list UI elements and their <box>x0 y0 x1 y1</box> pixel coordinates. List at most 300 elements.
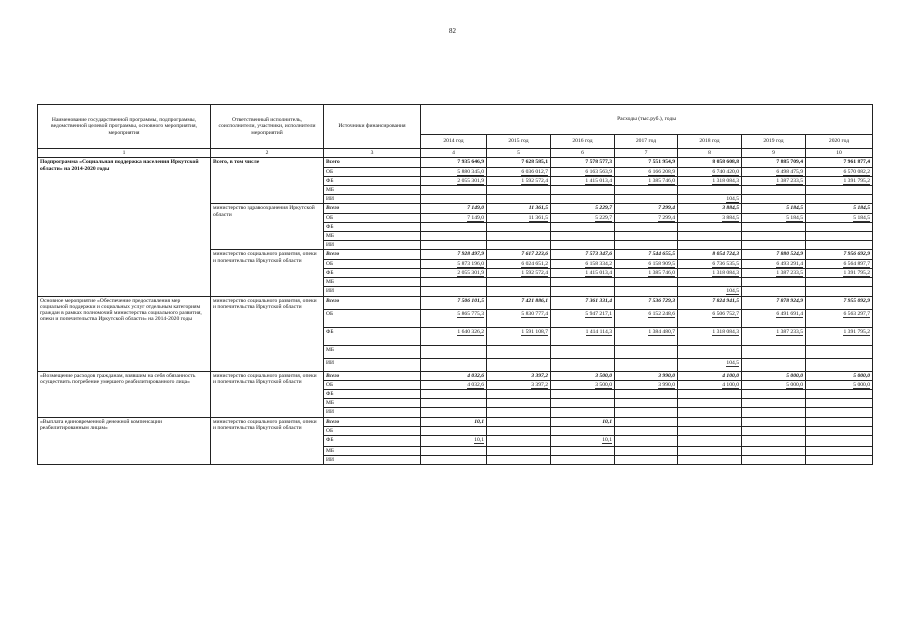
value-cell <box>678 268 742 277</box>
value-cell <box>678 222 742 231</box>
value-cell <box>551 259 615 268</box>
value-cell <box>487 380 551 389</box>
value-text: 5 865 775,3 <box>457 310 484 317</box>
value-text: 3 884,5 <box>722 214 739 221</box>
value-cell <box>551 241 615 250</box>
source-cell: ОБ <box>324 309 421 327</box>
value-text: 5 000,0 <box>853 372 871 379</box>
value-cell <box>678 426 742 435</box>
value-cell <box>551 250 615 259</box>
table-row <box>38 417 873 426</box>
value-text: 7 421 886,1 <box>521 297 548 304</box>
value-cell <box>806 268 873 277</box>
value-cell <box>421 241 487 250</box>
value-cell <box>806 296 873 309</box>
value-text: 7 506 101,5 <box>457 297 484 304</box>
value-cell <box>421 287 487 296</box>
value-cell <box>615 435 678 446</box>
value-cell <box>615 446 678 455</box>
value-cell <box>421 186 487 195</box>
value-text: 10,1 <box>602 418 612 425</box>
value-cell <box>742 371 806 380</box>
value-cell <box>742 456 806 465</box>
value-cell <box>551 268 615 277</box>
value-cell <box>742 435 806 446</box>
value-cell <box>551 195 615 204</box>
source-cell: Всего <box>324 417 421 426</box>
value-text: 10,1 <box>474 418 484 425</box>
value-text: 1 592 572,4 <box>521 177 548 184</box>
value-cell <box>551 213 615 222</box>
value-cell <box>551 158 615 167</box>
value-cell <box>421 408 487 417</box>
value-text: 6 491 691,4 <box>776 310 803 317</box>
source-cell: ФБ <box>324 268 421 277</box>
value-cell <box>487 158 551 167</box>
value-cell <box>678 195 742 204</box>
value-cell <box>421 390 487 399</box>
column-number: 3 <box>324 149 421 158</box>
source-cell: Всего <box>324 371 421 380</box>
value-cell <box>678 241 742 250</box>
value-cell <box>678 186 742 195</box>
value-cell <box>742 204 806 213</box>
header-executor: Ответственный исполнитель, соисполнители, участники, исполнители мероприятий <box>211 105 324 149</box>
value-cell <box>678 446 742 455</box>
value-cell <box>678 358 742 371</box>
value-text: 7 928 497,9 <box>457 251 484 258</box>
header-name: Наименование государственной программы, подпрограммы, ведомственной целевой программы, основного мероприятия, мероприятия <box>38 105 211 149</box>
header-year: 2015 год <box>487 135 551 149</box>
source-cell: МБ <box>324 186 421 195</box>
column-number: 6 <box>551 149 615 158</box>
value-cell <box>487 259 551 268</box>
source-cell: ИИ <box>324 358 421 371</box>
value-cell <box>487 327 551 345</box>
value-cell <box>742 250 806 259</box>
value-cell <box>421 371 487 380</box>
value-text: 7 955 092,9 <box>843 297 871 304</box>
value-cell <box>551 435 615 446</box>
value-text: 6 493 291,4 <box>776 260 803 267</box>
value-cell <box>806 213 873 222</box>
value-text: 1 318 084,3 <box>712 328 739 335</box>
page-number: 82 <box>449 27 456 35</box>
table-row <box>38 371 873 380</box>
value-cell <box>487 456 551 465</box>
header-year: 2016 год <box>551 135 615 149</box>
value-cell <box>487 345 551 358</box>
value-cell <box>678 435 742 446</box>
value-text: 3 500,0 <box>595 372 612 379</box>
value-cell <box>806 426 873 435</box>
value-cell <box>551 446 615 455</box>
value-cell <box>742 232 806 241</box>
value-cell <box>806 390 873 399</box>
table-body <box>38 158 873 465</box>
value-cell <box>615 259 678 268</box>
value-text: 7 361 331,4 <box>585 297 612 304</box>
source-cell: ИИ <box>324 241 421 250</box>
value-cell <box>806 167 873 176</box>
program-name-cell: Подпрограмма «Социальная поддержка населения Иркутской области» на 2014-2020 годы <box>38 158 211 296</box>
value-text: 7 149,0 <box>467 205 484 212</box>
value-cell <box>678 417 742 426</box>
value-cell <box>551 426 615 435</box>
source-cell: ФБ <box>324 222 421 231</box>
value-text: 5 229,7 <box>595 205 612 212</box>
source-cell: ФБ <box>324 176 421 185</box>
value-cell <box>678 158 742 167</box>
value-text: 5 184,5 <box>786 214 803 221</box>
value-cell <box>551 371 615 380</box>
source-cell: Всего <box>324 250 421 259</box>
value-text: 7 536 729,3 <box>648 297 675 304</box>
value-cell <box>421 345 487 358</box>
value-text: 5 873 196,0 <box>457 260 484 267</box>
value-text: 4 032,6 <box>467 381 484 388</box>
value-cell <box>615 167 678 176</box>
value-text: 1 415 013,4 <box>585 269 612 276</box>
value-cell <box>551 380 615 389</box>
value-cell <box>421 268 487 277</box>
value-cell <box>487 186 551 195</box>
source-cell: МБ <box>324 446 421 455</box>
value-cell <box>421 435 487 446</box>
header-year: 2014 год <box>421 135 487 149</box>
column-number: 8 <box>678 149 742 158</box>
value-cell <box>678 309 742 327</box>
value-cell <box>615 232 678 241</box>
value-text: 6 563 297,7 <box>843 310 871 317</box>
value-cell <box>487 435 551 446</box>
value-cell <box>742 186 806 195</box>
column-number: 10 <box>806 149 873 158</box>
value-cell <box>806 327 873 345</box>
value-cell <box>487 417 551 426</box>
value-cell <box>742 417 806 426</box>
value-text: 3 397,2 <box>531 372 548 379</box>
value-cell <box>678 371 742 380</box>
value-cell <box>678 167 742 176</box>
executor-cell: министерство социального развития, опеки и попечительства Иркутской области <box>211 417 324 465</box>
value-text: 5 000,0 <box>853 381 871 388</box>
value-cell <box>806 250 873 259</box>
value-cell <box>742 426 806 435</box>
value-text: 7 299,4 <box>658 214 675 221</box>
value-cell <box>615 222 678 231</box>
value-cell <box>421 426 487 435</box>
value-cell <box>551 204 615 213</box>
value-text: 3 397,2 <box>531 381 548 388</box>
table-row <box>38 296 873 309</box>
value-cell <box>615 345 678 358</box>
value-cell <box>487 176 551 185</box>
value-cell <box>421 250 487 259</box>
value-text: 104,5 <box>726 288 739 295</box>
value-text: 7 617 223,6 <box>521 251 548 258</box>
value-cell <box>678 345 742 358</box>
value-cell <box>806 241 873 250</box>
value-text: 7 935 646,9 <box>457 159 484 166</box>
value-cell <box>615 195 678 204</box>
value-cell <box>421 232 487 241</box>
value-cell <box>742 278 806 287</box>
value-cell <box>487 232 551 241</box>
value-cell <box>615 296 678 309</box>
value-cell <box>742 327 806 345</box>
table-row <box>38 158 873 167</box>
source-cell: ОБ <box>324 259 421 268</box>
value-text: 6 036 012,7 <box>521 168 548 175</box>
value-cell <box>551 167 615 176</box>
source-cell: ФБ <box>324 435 421 446</box>
value-cell <box>615 408 678 417</box>
value-cell <box>551 345 615 358</box>
value-cell <box>806 446 873 455</box>
value-text: 7 551 954,9 <box>648 159 675 166</box>
value-cell <box>615 399 678 408</box>
value-text: 7 880 524,9 <box>776 251 803 258</box>
value-cell <box>806 380 873 389</box>
header-year: 2017 год <box>615 135 678 149</box>
value-cell <box>742 446 806 455</box>
value-text: 1 387 233,5 <box>776 177 803 184</box>
program-name-cell: Основное мероприятие «Обеспечение предоставления мер социальной поддержки и социальных услуг отдельным категориям граждан в рамках полномочий министерства социального развития, опеки и попечительства Иркутской области» на 2014-2020 годы <box>38 296 211 371</box>
value-cell <box>806 278 873 287</box>
value-cell <box>421 259 487 268</box>
value-cell <box>421 456 487 465</box>
value-cell <box>487 309 551 327</box>
value-cell <box>551 456 615 465</box>
value-text: 5 000,0 <box>786 372 803 379</box>
value-text: 6 740 420,0 <box>712 168 739 175</box>
executor-cell: министерство социального развития, опеки и попечительства Иркутской области <box>211 296 324 371</box>
value-cell <box>487 213 551 222</box>
value-cell <box>615 287 678 296</box>
value-cell <box>806 195 873 204</box>
value-cell <box>551 287 615 296</box>
value-cell <box>742 296 806 309</box>
source-cell: ИИ <box>324 195 421 204</box>
value-cell <box>742 176 806 185</box>
value-cell <box>806 204 873 213</box>
value-cell <box>487 250 551 259</box>
value-text: 3 500,0 <box>595 381 612 388</box>
value-text: 2 055 301,9 <box>457 269 484 276</box>
value-cell <box>615 371 678 380</box>
value-cell <box>678 408 742 417</box>
value-cell <box>742 345 806 358</box>
value-text: 7 956 692,9 <box>843 251 871 258</box>
value-cell <box>487 195 551 204</box>
value-cell <box>678 232 742 241</box>
value-text: 5 184,5 <box>853 214 871 221</box>
value-text: 7 299,4 <box>658 205 675 212</box>
value-cell <box>742 399 806 408</box>
value-text: 4 100,0 <box>722 372 739 379</box>
value-cell <box>806 309 873 327</box>
source-cell: ФБ <box>324 327 421 345</box>
value-cell <box>742 380 806 389</box>
value-text: 1 318 084,3 <box>712 269 739 276</box>
value-text: 6 163 563,9 <box>585 168 612 175</box>
value-cell <box>421 358 487 371</box>
value-text: 7 578 577,3 <box>585 159 612 166</box>
value-text: 7 628 585,1 <box>521 159 548 166</box>
value-cell <box>487 446 551 455</box>
value-text: 4 032,6 <box>467 372 484 379</box>
column-number: 2 <box>211 149 324 158</box>
value-cell <box>551 327 615 345</box>
executor-cell: министерство здравоохранения Иркутской области <box>211 204 324 250</box>
value-cell <box>615 268 678 277</box>
value-text: 1 414 114,3 <box>585 328 612 335</box>
value-text: 1 640 326,2 <box>457 328 484 335</box>
value-text: 1 591 108,7 <box>521 328 548 335</box>
value-cell <box>615 380 678 389</box>
value-cell <box>678 176 742 185</box>
value-cell <box>421 176 487 185</box>
value-cell <box>421 213 487 222</box>
value-cell <box>806 358 873 371</box>
value-text: 10,1 <box>474 436 484 443</box>
executor-cell: министерство социального развития, опеки и попечительства Иркутской области <box>211 250 324 296</box>
value-cell <box>551 222 615 231</box>
value-text: 1 391 795,2 <box>843 269 871 276</box>
value-cell <box>742 167 806 176</box>
value-text: 6 158 909,5 <box>648 260 675 267</box>
source-cell: ОБ <box>324 426 421 435</box>
value-text: 7 885 709,4 <box>776 159 803 166</box>
source-cell: Всего <box>324 204 421 213</box>
value-text: 5 229,7 <box>595 214 612 221</box>
value-text: 5 184,5 <box>786 205 803 212</box>
value-text: 1 391 795,2 <box>843 177 871 184</box>
source-cell: ОБ <box>324 213 421 222</box>
source-cell: Всего <box>324 158 421 167</box>
value-cell <box>421 309 487 327</box>
value-cell <box>678 278 742 287</box>
value-text: 6 506 752,7 <box>712 310 739 317</box>
value-cell <box>742 408 806 417</box>
value-cell <box>806 232 873 241</box>
value-text: 6 498 475,9 <box>776 168 803 175</box>
value-cell <box>487 399 551 408</box>
value-cell <box>806 259 873 268</box>
value-cell <box>806 345 873 358</box>
value-cell <box>806 435 873 446</box>
source-cell: ИИ <box>324 287 421 296</box>
header-source: Источники финансирования <box>324 105 421 149</box>
value-cell <box>551 408 615 417</box>
value-cell <box>615 278 678 287</box>
value-cell <box>421 204 487 213</box>
value-cell <box>615 426 678 435</box>
header-expenses: Расходы (тыс.руб.), годы <box>421 105 873 135</box>
value-text: 10,1 <box>602 436 612 443</box>
value-text: 8 054 724,3 <box>712 251 739 258</box>
value-cell <box>615 158 678 167</box>
value-text: 3 990,0 <box>658 372 675 379</box>
value-cell <box>678 399 742 408</box>
value-text: 7 149,0 <box>467 214 484 221</box>
value-cell <box>487 287 551 296</box>
value-cell <box>551 358 615 371</box>
value-cell <box>421 158 487 167</box>
value-text: 5 947 217,1 <box>585 310 612 317</box>
value-cell <box>421 399 487 408</box>
value-cell <box>487 426 551 435</box>
column-number: 5 <box>487 149 551 158</box>
value-text: 7 824 941,5 <box>712 297 739 304</box>
budget-table <box>37 104 873 465</box>
value-cell <box>487 241 551 250</box>
value-text: 1 592 572,4 <box>521 269 548 276</box>
header-year: 2018 год <box>678 135 742 149</box>
value-text: 104,5 <box>726 196 739 203</box>
value-cell <box>678 296 742 309</box>
value-cell <box>551 176 615 185</box>
value-text: 7 544 655,5 <box>648 251 675 258</box>
value-text: 1 384 480,7 <box>648 328 675 335</box>
value-cell <box>421 222 487 231</box>
value-cell <box>487 371 551 380</box>
value-cell <box>421 327 487 345</box>
value-cell <box>742 259 806 268</box>
value-cell <box>615 250 678 259</box>
value-cell <box>678 213 742 222</box>
value-text: 1 385 746,0 <box>648 177 675 184</box>
value-cell <box>678 259 742 268</box>
value-text: 4 100,0 <box>722 381 739 388</box>
value-text: 5 000,0 <box>786 381 803 388</box>
value-cell <box>742 309 806 327</box>
value-text: 7 878 924,9 <box>776 297 803 304</box>
value-cell <box>421 278 487 287</box>
value-cell <box>806 287 873 296</box>
value-text: 2 055 301,9 <box>457 177 484 184</box>
value-cell <box>487 222 551 231</box>
value-cell <box>421 167 487 176</box>
source-cell: ИИ <box>324 408 421 417</box>
value-cell <box>742 195 806 204</box>
value-text: 6 736 535,5 <box>712 260 739 267</box>
source-cell: МБ <box>324 345 421 358</box>
value-text: 1 385 746,0 <box>648 269 675 276</box>
value-cell <box>742 241 806 250</box>
value-text: 6 024 651,2 <box>521 260 548 267</box>
value-cell <box>615 186 678 195</box>
executor-cell: Всего, в том числе <box>211 158 324 204</box>
value-cell <box>487 278 551 287</box>
value-cell <box>678 380 742 389</box>
value-text: 11 361,5 <box>528 205 548 212</box>
value-cell <box>551 309 615 327</box>
column-number: 7 <box>615 149 678 158</box>
header-year: 2020 год <box>806 135 873 149</box>
value-text: 8 058 608,8 <box>712 159 739 166</box>
source-cell: ИИ <box>324 456 421 465</box>
source-cell: ФБ <box>324 390 421 399</box>
value-text: 11 361,5 <box>528 214 548 221</box>
value-cell <box>615 241 678 250</box>
value-cell <box>806 222 873 231</box>
value-cell <box>806 176 873 185</box>
value-cell <box>678 327 742 345</box>
source-cell: ОБ <box>324 167 421 176</box>
value-cell <box>806 408 873 417</box>
